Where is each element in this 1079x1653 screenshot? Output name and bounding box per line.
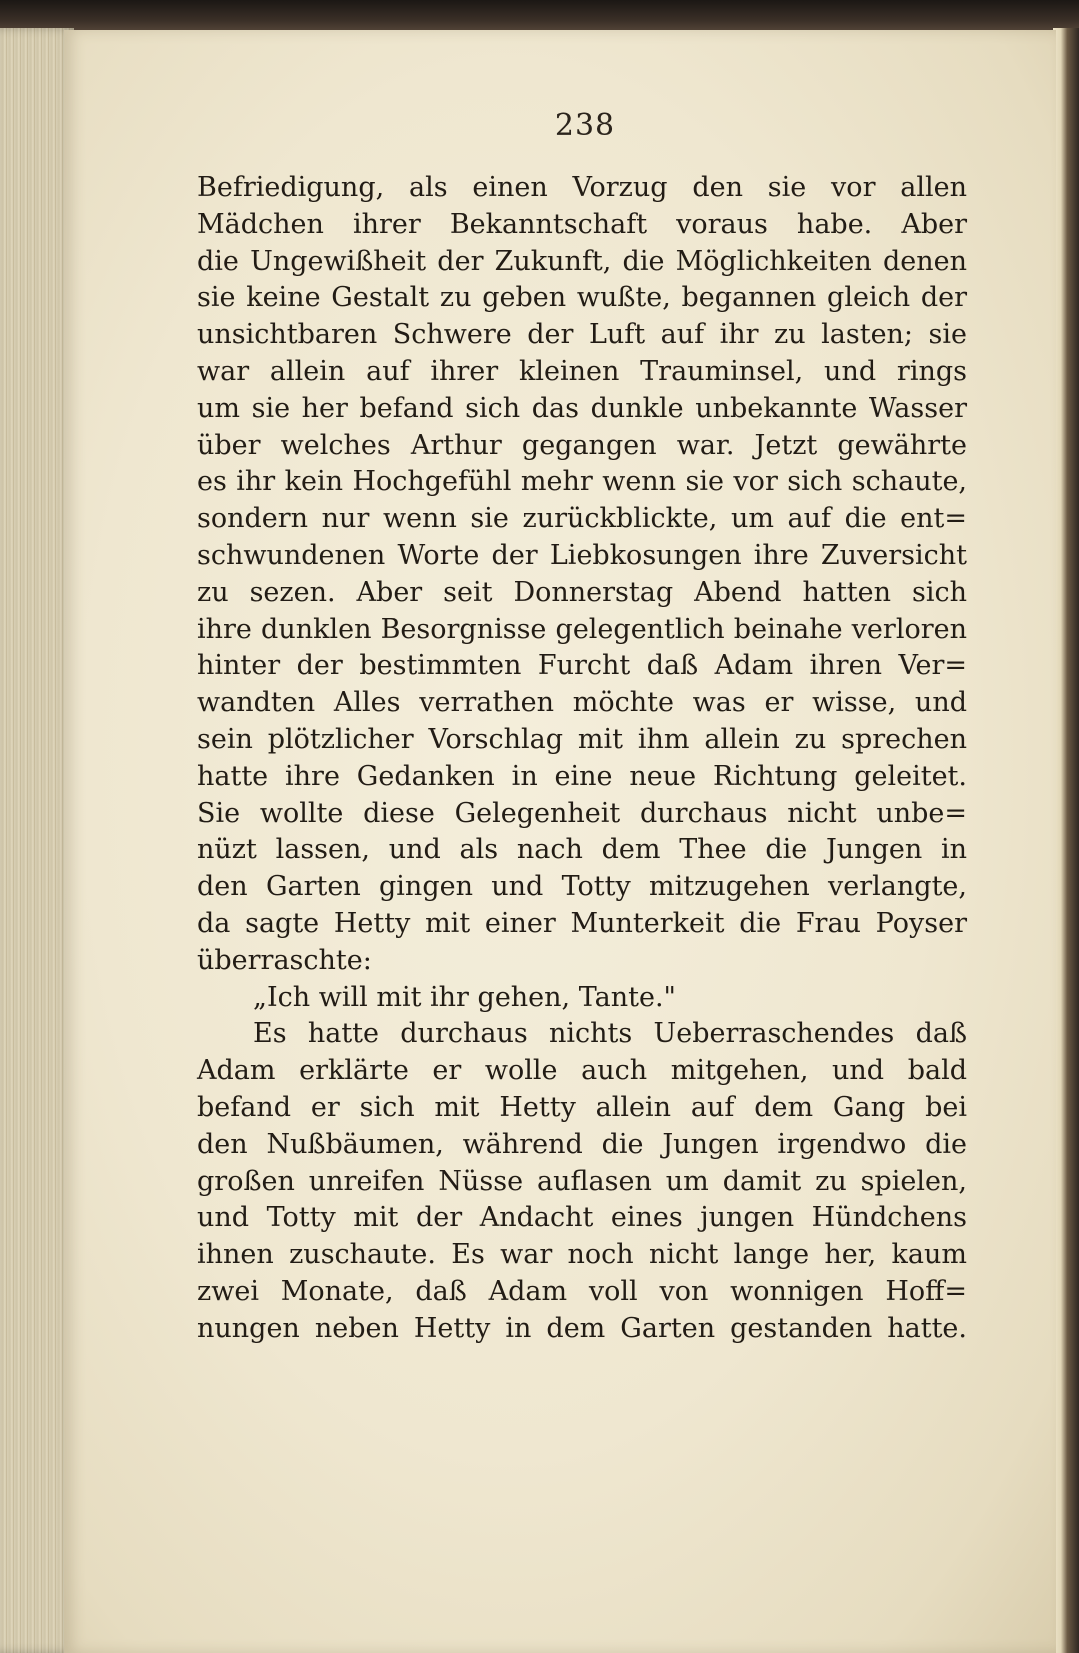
text-line: es ihr kein Hochgefühl mehr wenn sie vor sich schaute, (197, 466, 967, 498)
text-line: Mädchen ihrer Bekanntschaft voraus habe. Aber (197, 208, 967, 240)
text-line: schwundenen Worte der Liebkosungen ihre Zuversicht (197, 539, 967, 571)
text-line: um sie her befand sich das dunkle unbekannte Wasser (197, 392, 967, 424)
text-line: nungen neben Hetty in dem Garten gestanden hatte. (197, 1312, 967, 1344)
text-line: sondern nur wenn sie zurückblickte, um auf die ent= (197, 503, 967, 535)
text-line: wandten Alles verrathen möchte was er wisse, und (197, 687, 967, 719)
text-line: befand er sich mit Hetty allein auf dem Gang bei (197, 1091, 967, 1123)
text-line: war allein auf ihrer kleinen Trauminsel, und rings (197, 355, 967, 387)
text-line: den Nußbäumen, während die Jungen irgendwo die (197, 1128, 967, 1160)
text-line: den Garten gingen und Totty mitzugehen verlangte, (197, 871, 967, 903)
text-line: Adam erklärte er wolle auch mitgehen, und bald (197, 1055, 967, 1087)
page-edges-left (0, 28, 74, 1653)
text-line: da sagte Hetty mit einer Munterkeit die Frau Poyser (197, 907, 967, 939)
page-edge-right (1053, 28, 1079, 1653)
text-line: und Totty mit der Andacht eines jungen Hündchens (197, 1202, 967, 1234)
text-line: Es hatte durchaus nichts Ueberraschendes daß (253, 1018, 967, 1050)
text-line: nüzt lassen, und als nach dem Thee die Jungen in (197, 834, 967, 866)
text-line: großen unreifen Nüsse auflasen um damit zu spielen, (197, 1165, 967, 1197)
page-number: 238 (554, 108, 616, 143)
text-line: sein plötzlicher Vorschlag mit ihm allein zu sprechen (197, 723, 967, 755)
text-line: überraschte: (197, 944, 372, 976)
text-line: hatte ihre Gedanken in eine neue Richtung geleitet. (197, 760, 967, 792)
book-binding-top (0, 0, 1079, 34)
text-line: Befriedigung, als einen Vorzug den sie vor allen (197, 172, 967, 203)
body-text (197, 170, 967, 1348)
text-line: über welches Arthur gegangen war. Jetzt gewährte (197, 429, 967, 461)
text-line: sie keine Gestalt zu geben wußte, begannen gleich der (197, 282, 967, 314)
text-line: zwei Monate, daß Adam voll von wonnigen Hoff= (197, 1275, 967, 1307)
text-line: Sie wollte diese Gelegenheit durchaus nicht unbe= (197, 797, 967, 829)
text-line: „Ich will mit ihr gehen, Tante." (253, 981, 676, 1013)
text-line: ihnen zuschaute. Es war noch nicht lange her, kaum (197, 1239, 967, 1271)
text-line: die Ungewißheit der Zukunft, die Möglichkeiten denen (197, 245, 967, 277)
text-line: zu sezen. Aber seit Donnerstag Abend hatten sich (197, 576, 967, 608)
text-line: hinter der bestimmten Furcht daß Adam ihren Ver= (197, 650, 967, 682)
text-line: ihre dunklen Besorgnisse gelegentlich beinahe verloren (197, 613, 967, 645)
text-line: unsichtbaren Schwere der Luft auf ihr zu lasten; sie (197, 319, 967, 351)
